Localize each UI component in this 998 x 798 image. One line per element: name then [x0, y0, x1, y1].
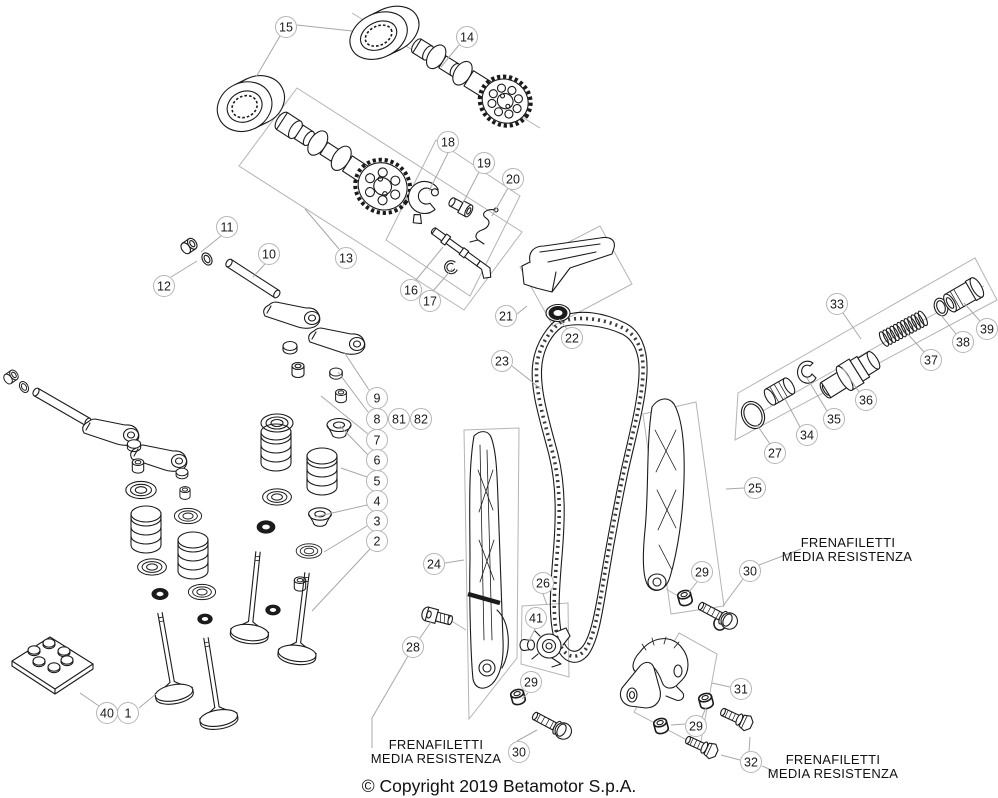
spacer-bushing: [653, 717, 669, 735]
callout-number: 37: [924, 353, 938, 368]
callout-10: [259, 244, 280, 265]
valve: [229, 550, 276, 645]
callout-37: [921, 350, 942, 371]
valve-shim-cap: [330, 368, 343, 379]
valve-spring: [131, 506, 161, 553]
callout-number: 22: [565, 331, 579, 346]
valve-spring: [307, 448, 337, 495]
callout-9: [367, 388, 388, 409]
callout-32: [741, 752, 762, 773]
spacer-bushing: [677, 589, 693, 607]
callout-number: 18: [441, 135, 455, 150]
callout-17: [420, 291, 441, 312]
spring-retainer: [126, 481, 156, 498]
valve-stem-seal: [152, 589, 168, 600]
leader-line-25: [726, 488, 744, 489]
leader-line-17: [433, 269, 452, 291]
callout-41: [526, 608, 547, 629]
callout-number: 35: [827, 412, 841, 427]
callout-21: [496, 306, 517, 327]
callout-22: [562, 328, 583, 349]
callout-number: 8: [373, 412, 381, 427]
spacer-bushing: [698, 692, 714, 710]
callout-36: [856, 390, 877, 411]
leader-line-29: [671, 724, 685, 725]
callout-number: 82: [414, 412, 428, 427]
callout-number: 17: [423, 294, 437, 309]
leader-line-15: [297, 25, 352, 31]
circlip: [445, 261, 457, 274]
spring-seat: [309, 508, 332, 527]
valve-stem-seal: [257, 521, 275, 533]
note-line: MEDIA RESISTENZA: [370, 751, 502, 766]
callout-81: [389, 409, 410, 430]
shim-ring: [18, 380, 31, 394]
copyright-text: © Copyright 2019 Betamotor S.p.A.: [361, 776, 637, 796]
spring-retainer: [327, 419, 351, 439]
leader-line-1: [139, 694, 156, 708]
button-head-bolt: [695, 598, 740, 632]
leader-line-30: [723, 579, 743, 606]
callout-24: [424, 554, 445, 575]
leader-line-26: [543, 594, 547, 605]
callout-number: 29: [695, 565, 709, 580]
leader-line-21: [517, 306, 527, 314]
callout-number: 10: [262, 247, 276, 262]
callout-number: 16: [404, 283, 418, 298]
valve-stem-seal: [198, 614, 212, 624]
leader-line-28: [420, 622, 431, 638]
callout-number: 7: [373, 433, 381, 448]
leader-line-27: [757, 425, 770, 444]
leader-line-41: [529, 629, 535, 641]
callout-12: [154, 276, 175, 297]
valve: [141, 610, 194, 707]
callout-34: [797, 425, 818, 446]
callout-number: 29: [689, 719, 703, 734]
note-line: MEDIA RESISTENZA: [781, 549, 913, 564]
callout-number: 3: [373, 514, 381, 529]
callout-28: [403, 637, 424, 658]
callout-15: [276, 17, 297, 38]
callout-20: [503, 169, 524, 190]
callout-number: 5: [373, 474, 381, 489]
callout-number: 32: [744, 755, 758, 770]
callout-number: 33: [830, 297, 844, 312]
needle-bearing: [342, 0, 427, 69]
valve-tappet: [132, 459, 143, 473]
rocker-arm: [264, 302, 320, 328]
leader-line-40: [80, 693, 99, 706]
callout-number: 4: [373, 494, 381, 509]
note-line: FRENAFILETTI: [800, 535, 896, 550]
spring-seat: [188, 584, 215, 599]
callout-number: 21: [499, 309, 513, 324]
callout-29: [686, 716, 707, 737]
valve-cap: [2, 368, 20, 385]
leader-line-5: [341, 468, 367, 477]
leader-line-32: [749, 737, 750, 752]
leader-line-11: [201, 236, 221, 252]
leader-line-33: [843, 313, 861, 339]
callout-29: [692, 562, 713, 583]
callout-39: [977, 319, 998, 340]
callout-13: [336, 248, 357, 269]
valve-tappet: [336, 389, 347, 403]
socket-bolt: [420, 606, 454, 628]
spring-retainer: [261, 414, 293, 432]
callout-number: 36: [859, 393, 873, 408]
callout-5: [367, 471, 388, 492]
callout-number: 27: [768, 446, 782, 461]
callout-number: 28: [406, 640, 420, 655]
spring-seat: [263, 489, 292, 505]
leader-line-19: [463, 172, 479, 203]
valve-shim-cap: [283, 342, 297, 355]
leader-line-2: [312, 549, 370, 611]
callout-number: 19: [477, 156, 491, 171]
callout-30: [509, 742, 530, 763]
callout-number: 30: [743, 564, 757, 579]
valve-tappet: [292, 363, 304, 378]
callout-29: [521, 672, 542, 693]
rocker-shaft: [32, 387, 93, 427]
callout-35: [824, 409, 845, 430]
valve-tappet: [180, 487, 190, 500]
leader-line-15: [256, 36, 280, 77]
thread-lock-note: [371, 737, 502, 766]
note-line: FRENAFILETTI: [785, 752, 881, 767]
tensioner-oring: [737, 398, 769, 433]
callout-1: [118, 703, 139, 724]
callout-82: [411, 409, 432, 430]
callout-number: 13: [339, 251, 353, 266]
leader-line-18: [429, 153, 448, 191]
leader-line-39: [964, 303, 980, 321]
intake-camshaft: [264, 96, 421, 223]
leader-line-32: [721, 755, 740, 760]
callout-number: 34: [800, 428, 814, 443]
leader-line-12: [171, 261, 197, 277]
callout-31: [731, 679, 752, 700]
tensioner-plug: [762, 376, 797, 407]
callout-number: 38: [956, 335, 970, 350]
leader-line-30: [517, 730, 537, 741]
callout-4: [367, 491, 388, 512]
callout-number: 11: [220, 220, 234, 235]
spring-seat: [138, 559, 167, 575]
timing-chain: [532, 312, 647, 662]
rocker-arm: [309, 328, 365, 354]
callout-number: 6: [373, 453, 381, 468]
valve-shim-cap: [176, 468, 188, 479]
callout-30: [740, 561, 761, 582]
flange-bolt: [718, 704, 755, 733]
flange-bolt: [683, 732, 720, 761]
leader-line-10: [253, 264, 265, 277]
callout-number: 39: [980, 322, 994, 337]
callout-number: 20: [506, 172, 520, 187]
callout-number: 9: [373, 391, 381, 406]
callout-16: [401, 280, 422, 301]
tensioner-blade: [643, 399, 684, 590]
callout-14: [457, 27, 478, 48]
leader-line-24: [445, 560, 464, 563]
thread-lock-note: [782, 535, 913, 564]
callout-number: 31: [734, 682, 748, 697]
callout-number: 24: [427, 557, 441, 572]
callout-number: 29: [524, 675, 538, 690]
callout-number: 14: [460, 30, 474, 45]
callout-number: 25: [748, 481, 762, 496]
callout-26: [533, 573, 554, 594]
tensioner-clip: [798, 361, 816, 383]
shim-kit: [12, 637, 93, 694]
shim-ring: [200, 251, 214, 267]
leader-line-31: [712, 683, 730, 687]
callout-number: 41: [529, 611, 543, 626]
callout-number: 40: [100, 706, 114, 721]
leader-line-28: [372, 656, 408, 748]
callout-2: [367, 531, 388, 552]
callout-number: 15: [279, 20, 293, 35]
callout-number: 26: [536, 576, 550, 591]
leader-line-37: [906, 332, 924, 352]
callout-7: [367, 430, 388, 451]
valve-spring: [178, 532, 208, 579]
callout-27: [765, 443, 786, 464]
leader-line-20: [492, 188, 508, 216]
thread-lock-note: [768, 752, 899, 781]
valve-stem-seal: [266, 605, 280, 615]
note-line: MEDIA RESISTENZA: [767, 766, 899, 781]
callout-number: 81: [392, 412, 406, 427]
callout-6: [367, 450, 388, 471]
callout-number: 12: [157, 279, 171, 294]
callout-8: [367, 409, 388, 430]
callout-3: [367, 511, 388, 532]
callout-38: [953, 332, 974, 353]
chain-top-guide: [522, 237, 614, 292]
grommet: [546, 305, 570, 322]
callout-40: [97, 703, 118, 724]
group-boxes: [236, 13, 997, 747]
sprocket-bracket: [620, 637, 688, 708]
leader-line-3: [324, 526, 367, 552]
callout-25: [745, 478, 766, 499]
callout-number: 1: [124, 706, 132, 721]
chain-guide-blade: [468, 432, 508, 689]
callout-11: [217, 217, 238, 238]
spring-retainer: [174, 508, 201, 523]
leader-line-13: [305, 209, 339, 249]
callout-number: 23: [495, 354, 509, 369]
callout-number: 2: [373, 534, 381, 549]
note-line: FRENAFILETTI: [388, 737, 484, 752]
valve-cap: [179, 236, 199, 255]
spring-seat: [296, 544, 322, 558]
button-head-bolt: [529, 708, 574, 742]
callout-33: [827, 294, 848, 315]
leader-line-29: [689, 582, 697, 592]
callout-19: [474, 153, 495, 174]
leader-line-38: [941, 315, 956, 334]
leader-lines: [80, 25, 980, 772]
callout-23: [492, 351, 513, 372]
callout-18: [438, 132, 459, 153]
lifter-bushing: [520, 640, 535, 651]
callout-number: 30: [512, 745, 526, 760]
valve: [187, 635, 239, 732]
parts-layer: [2, 0, 986, 761]
